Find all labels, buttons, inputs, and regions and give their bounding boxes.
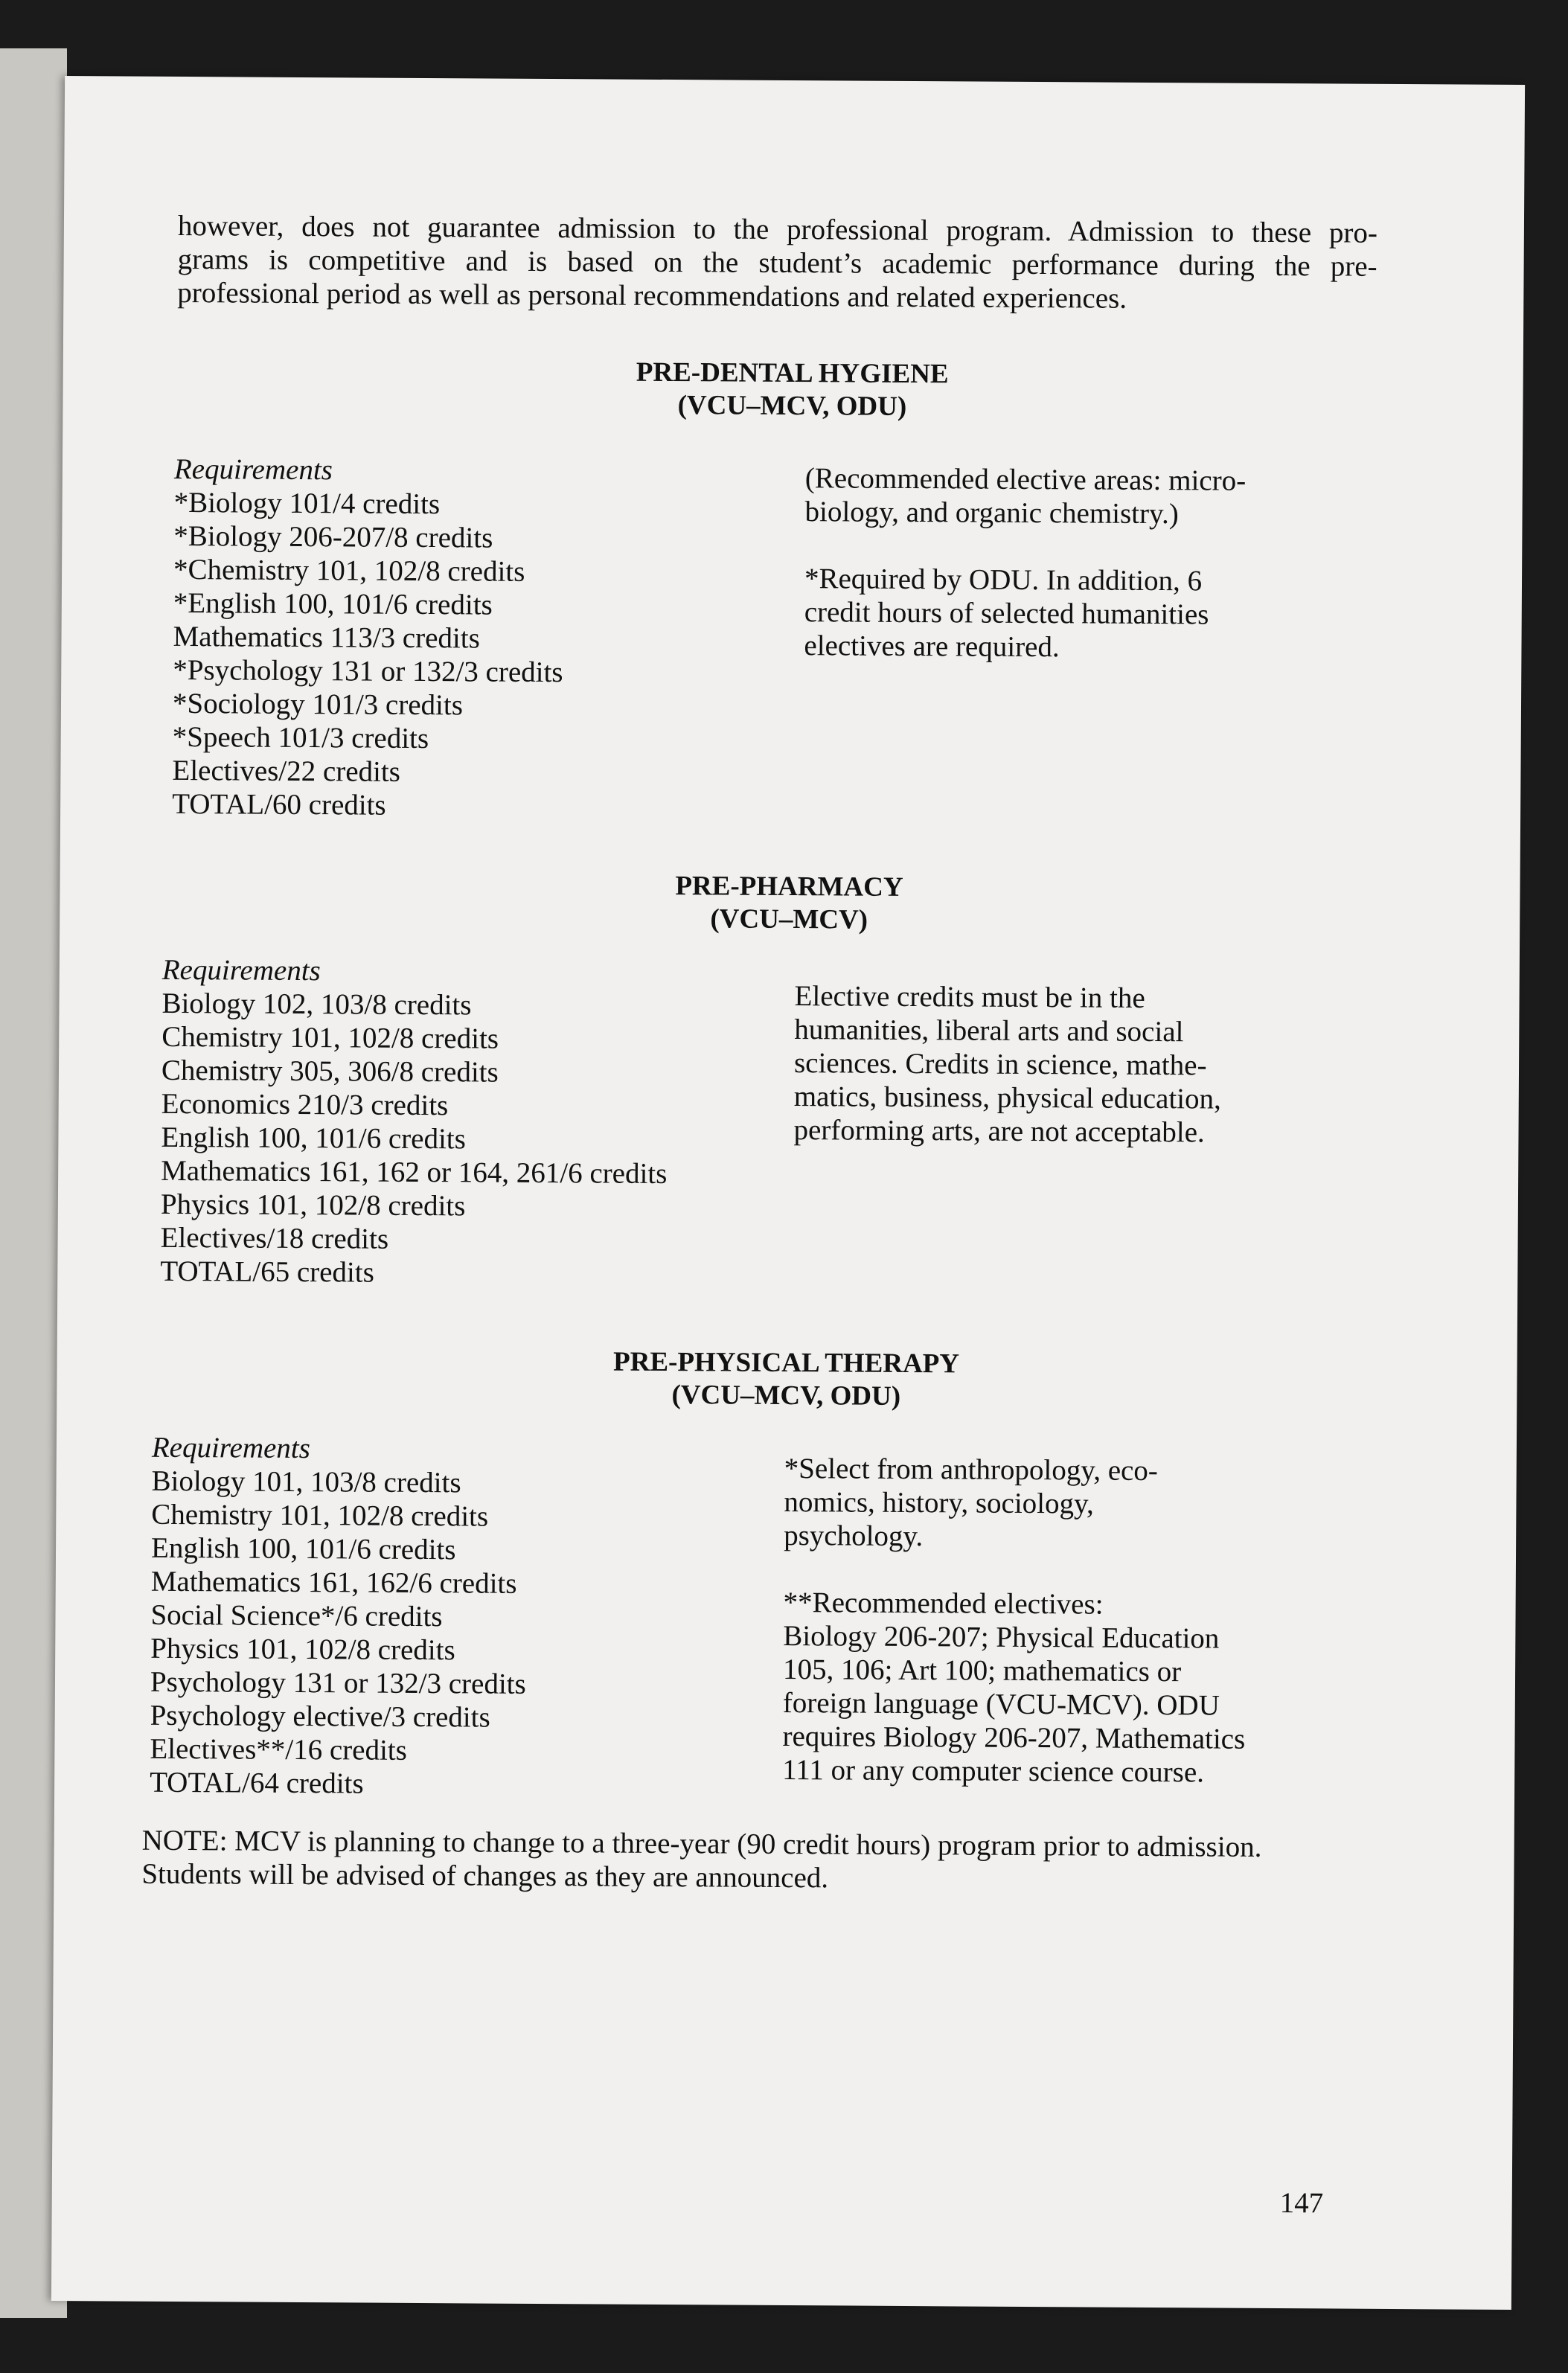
requirements-label: Requirements	[161, 953, 321, 987]
note-line: sciences. Credits in science, mathe-	[793, 1047, 1207, 1082]
requirement-item: Psychology elective/3 credits	[150, 1699, 490, 1734]
page-number: 147	[1279, 2187, 1324, 2220]
requirement-item: TOTAL/60 credits	[172, 787, 386, 822]
requirement-item: TOTAL/65 credits	[160, 1255, 374, 1289]
section-title: PRE-PHYSICAL THERAPY	[612, 1346, 960, 1380]
book-page	[51, 76, 1525, 2310]
footnote-paragraph	[141, 1824, 1261, 1898]
requirement-item: English 100, 101/6 credits	[161, 1121, 467, 1156]
requirement-item: Biology 102, 103/8 credits	[161, 987, 472, 1022]
section-heading-pre-physical-therapy	[503, 1345, 1069, 1415]
requirements-label: Requirements	[151, 1431, 311, 1465]
intro-line: professional period as well as personal recommendations and related experiences.	[177, 276, 1127, 315]
note-line: humanities, liberal arts and social	[794, 1013, 1184, 1048]
section-heading-pre-dental-hygiene	[539, 356, 1046, 424]
note-line: 105, 106; Art 100; mathematics or	[782, 1653, 1182, 1688]
requirements-label: Requirements	[173, 452, 333, 487]
note-line: *Required by ODU. In addition, 6	[804, 563, 1203, 598]
note-line: psychology.	[784, 1519, 924, 1553]
note-line: performing arts, are not acceptable.	[793, 1114, 1205, 1149]
section-subtitle: (VCU–MCV, ODU)	[677, 390, 907, 422]
requirement-item: Psychology 131 or 132/3 credits	[150, 1665, 526, 1700]
footnote-line: NOTE: MCV is planning to change to a three-year (90 credit hours) program prior to admission.	[141, 1824, 1262, 1863]
requirement-item: *English 100, 101/6 credits	[173, 586, 493, 621]
requirement-item: TOTAL/64 credits	[150, 1766, 364, 1800]
requirement-item: Physics 101, 102/8 credits	[150, 1632, 455, 1667]
requirement-item: *Biology 101/4 credits	[173, 486, 441, 521]
note-line: Biology 206-207; Physical Education	[783, 1619, 1220, 1655]
intro-paragraph	[177, 209, 1377, 317]
section-title: PRE-PHARMACY	[675, 871, 903, 903]
footnote-line: Students will be advised of changes as they are announced.	[141, 1857, 829, 1895]
section-heading-pre-pharmacy	[536, 869, 1043, 938]
requirement-item: Economics 210/3 credits	[161, 1087, 449, 1122]
notes-pre-pharmacy	[793, 979, 1221, 1150]
requirement-item: Electives/22 credits	[172, 754, 401, 788]
requirement-item: Electives/18 credits	[160, 1221, 389, 1255]
requirement-item: *Chemistry 101, 102/8 credits	[173, 553, 525, 588]
requirement-item: Chemistry 101, 102/8 credits	[161, 1020, 499, 1055]
section-subtitle: (VCU–MCV, ODU)	[671, 1380, 901, 1412]
note-line: matics, business, physical education,	[793, 1080, 1221, 1115]
requirement-item: Biology 101, 103/8 credits	[151, 1464, 461, 1499]
requirement-item: Physics 101, 102/8 credits	[160, 1188, 466, 1223]
requirement-item: Mathematics 113/3 credits	[173, 620, 480, 655]
note-line: biology, and organic chemistry.)	[804, 496, 1179, 531]
requirements-list-pre-pharmacy	[160, 953, 668, 1291]
note-line: (Recommended elective areas: micro-	[804, 462, 1247, 497]
requirements-list-pre-physical-therapy	[150, 1431, 528, 1802]
note-line: foreign language (VCU-MCV). ODU	[782, 1686, 1220, 1722]
requirement-item: Mathematics 161, 162 or 164, 261/6 credits	[161, 1154, 668, 1191]
section-title: PRE-DENTAL HYGIENE	[636, 356, 949, 390]
requirement-item: *Speech 101/3 credits	[172, 720, 429, 755]
requirement-item: Electives**/16 credits	[150, 1732, 408, 1767]
intro-line: however, does not guarantee admission to the professional program. Admission to these pro-	[177, 209, 1378, 249]
requirement-item: *Psychology 131 or 132/3 credits	[173, 653, 563, 689]
intro-line: grams is competitive and is based on the student’s academic performance during the pre-	[177, 243, 1377, 283]
note-line: **Recommended electives:	[783, 1586, 1104, 1621]
requirement-item: Mathematics 161, 162/6 credits	[150, 1565, 517, 1600]
section-subtitle: (VCU–MCV)	[710, 903, 868, 935]
requirement-item: Social Science*/6 credits	[150, 1598, 443, 1633]
requirement-item: English 100, 101/6 credits	[150, 1531, 456, 1566]
note-line: *Select from anthropology, eco-	[784, 1452, 1159, 1487]
requirement-item: *Biology 206-207/8 credits	[173, 519, 493, 554]
note-line: electives are required.	[804, 630, 1060, 664]
requirement-item: *Sociology 101/3 credits	[172, 687, 464, 722]
requirement-item: Chemistry 305, 306/8 credits	[161, 1054, 499, 1089]
notes-pre-dental-hygiene	[804, 461, 1246, 665]
note-line: Elective credits must be in the	[794, 980, 1145, 1014]
requirements-list-pre-dental-hygiene	[172, 452, 564, 823]
note-line: requires Biology 206-207, Mathematics	[782, 1720, 1246, 1755]
notes-pre-physical-therapy	[782, 1452, 1247, 1790]
note-line: nomics, history, sociology,	[784, 1485, 1094, 1520]
note-line: credit hours of selected humanities	[804, 596, 1209, 631]
requirement-item: Chemistry 101, 102/8 credits	[151, 1498, 489, 1533]
note-line: 111 or any computer science course.	[782, 1753, 1205, 1789]
